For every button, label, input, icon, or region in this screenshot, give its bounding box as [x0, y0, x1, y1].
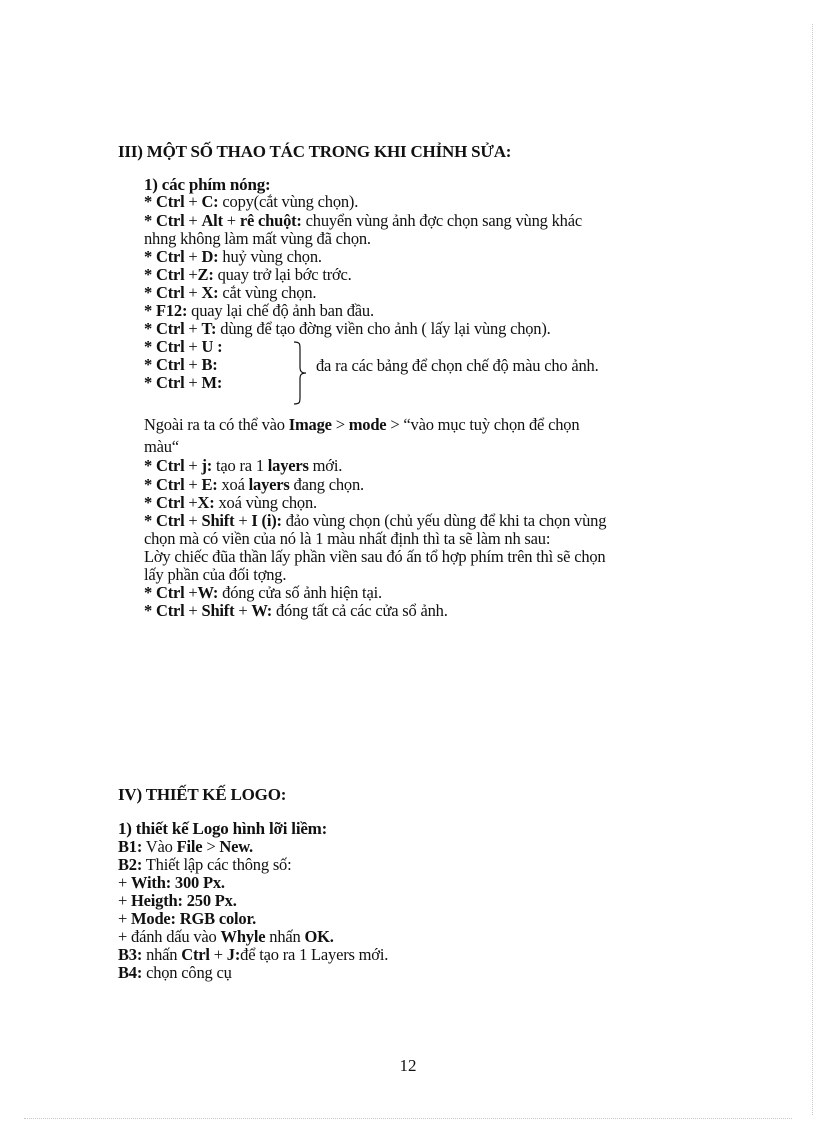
note-line: Ngoài ra ta có thể vào Image > mode > “vào mục tuỳ chọn để chọn: [144, 415, 580, 434]
step-line: B3: nhấn Ctrl + J:để tạo ra 1 Layers mới.: [118, 945, 389, 964]
shortcut-line: * Ctrl + T: dùng để tạo đờng viền cho ảnh ( lấy lại vùng chọn).: [144, 319, 551, 338]
shortcut-line: * Ctrl + Alt + rê chuột: chuyển vùng ảnh đợc chọn sang vùng khác: [144, 211, 582, 230]
step-line: B1: Vào File > New.: [118, 837, 253, 856]
section-3-heading: III) MỘT SỐ THAO TÁC TRONG KHI CHỈNH SỬA:: [118, 142, 512, 161]
shortcut-line: * Ctrl + U :: [144, 337, 223, 356]
step-line: + đánh dấu vào Whyle nhấn OK.: [118, 927, 334, 946]
note-line-continued: màu“: [144, 437, 179, 456]
section-4-subheading: 1) thiết kế Logo hình lỡi liềm:: [118, 819, 328, 838]
section-4-heading: IV) THIẾT KẾ LOGO:: [118, 785, 287, 804]
shortcut-line: * Ctrl + Shift + W: đóng tất cả các cửa sổ ảnh.: [144, 601, 448, 620]
text-line: nhng không làm mất vùng đã chọn.: [144, 229, 371, 248]
text-line: lấy phần của đối tợng.: [144, 565, 287, 584]
curly-brace-icon: [292, 341, 308, 405]
page-number: 12: [399, 1056, 417, 1075]
shortcut-line: * Ctrl +Z: quay trở lại bớc trớc.: [144, 265, 352, 284]
shortcut-line: * Ctrl +W: đóng cửa số ảnh hiện tại.: [144, 583, 382, 602]
shortcut-line: * Ctrl + D: huỷ vùng chọn.: [144, 247, 322, 266]
step-line: B2: Thiết lập các thông số:: [118, 855, 292, 874]
shortcut-line: * Ctrl + C: copy(cắt vùng chọn).: [144, 192, 359, 211]
section-3-subheading: 1) các phím nóng:: [144, 175, 271, 194]
step-line: + With: 300 Px.: [118, 873, 225, 892]
step-line: B4: chọn công cụ: [118, 963, 232, 982]
shortcut-line: * Ctrl + Shift + I (i): đảo vùng chọn (chủ yếu dùng để khi ta chọn vùng: [144, 511, 607, 530]
page-bottom-border: [24, 1118, 792, 1119]
step-line: + Heigth: 250 Px.: [118, 891, 237, 910]
shortcut-line: * Ctrl + E: xoá layers đang chọn.: [144, 475, 364, 494]
shortcut-line: * Ctrl + M:: [144, 373, 223, 392]
text-line: chọn mà có viền của nó là 1 màu nhất định thì ta sẽ làm nh sau:: [144, 529, 551, 548]
shortcut-line: * F12: quay lại chế độ ảnh ban đầu.: [144, 301, 374, 320]
shortcut-line: * Ctrl + X: cắt vùng chọn.: [144, 283, 317, 302]
page-right-border: [812, 24, 813, 1115]
shortcut-line: * Ctrl + B:: [144, 355, 218, 374]
step-line: + Mode: RGB color.: [118, 909, 256, 928]
shortcut-line: * Ctrl +X: xoá vùng chọn.: [144, 493, 317, 512]
brace-description: đa ra các bảng để chọn chế độ màu cho ảnh.: [316, 356, 599, 375]
shortcut-line: * Ctrl + j: tạo ra 1 layers mới.: [144, 456, 343, 475]
text-line: Lờy chiếc đũa thần lấy phần viền sau đó ấn tổ hợp phím trên thì sẽ chọn: [144, 547, 606, 566]
